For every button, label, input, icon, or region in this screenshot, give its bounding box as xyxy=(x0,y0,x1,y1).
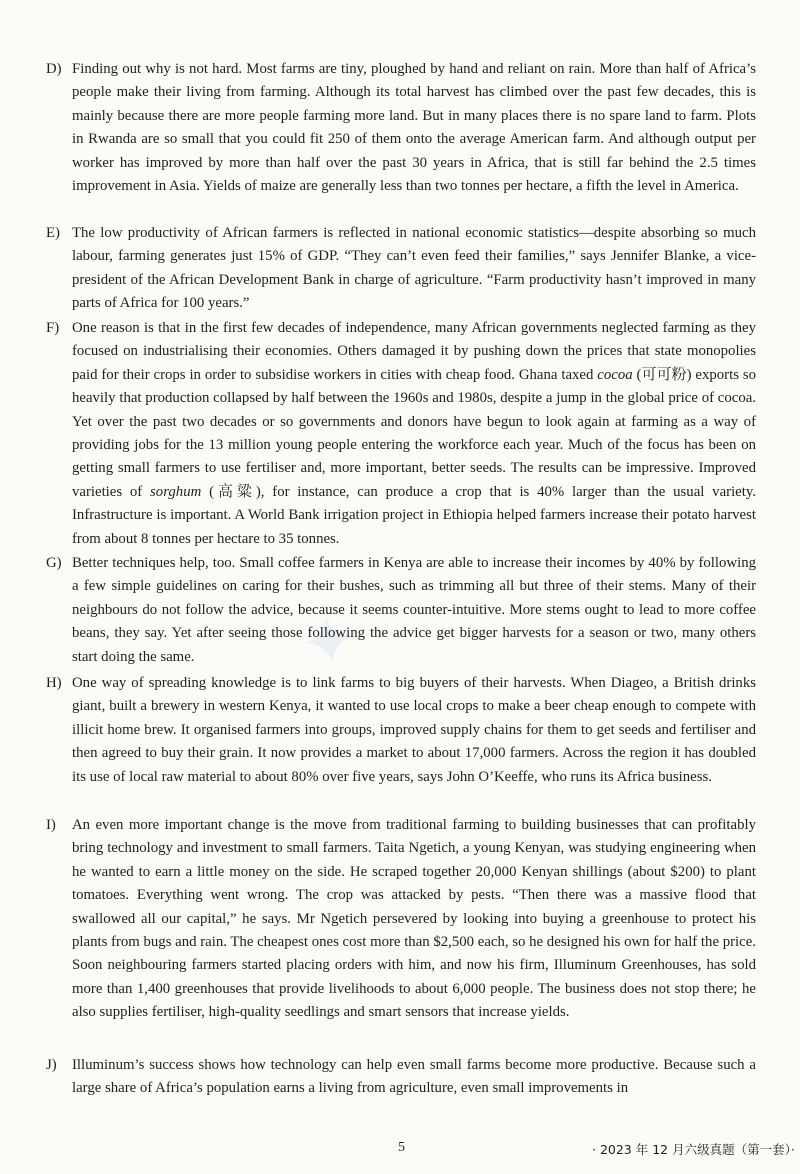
text-segment: Illuminum’s success shows how technology can help even small farms become more productive. Because such a large share of Africa’s population earns a living from agriculture, even small improvements in xyxy=(72,1057,756,1097)
paragraph-letter: G) xyxy=(46,555,62,571)
text-segment: Better techniques help, too. Small coffee farmers in Kenya are able to increase their incomes by 40% by following a few simple guidelines on caring for their bushes, such as trimming all but three of their stems. Many of their neighbours do not follow the advice, because it seems counter-intuitive. More stems ought to lead to more coffee beans, they say. Yet after seeing those following the advice get bigger harvests for a season or two, many others start doing the same. xyxy=(72,555,756,665)
paragraph-body xyxy=(72,222,756,316)
paragraph-f xyxy=(46,317,756,551)
exam-info: · 2023 年 12 月六级真题（第一套）· xyxy=(592,1142,795,1157)
paragraph-letter: D) xyxy=(46,61,62,77)
italic-term-cocoa: cocoa xyxy=(597,366,633,383)
text-segment: The low productivity of African farmers is reflected in national economic statistics—despite absorbing so much labour, farming generates just 15% of GDP. “They can’t even feed their families,” says Jennifer Blanke, a vice-president of the African Development Bank in charge of agriculture. “Farm productivity hasn’t improved in many parts of Africa for 100 years.” xyxy=(72,225,756,312)
page-number: 5 xyxy=(398,1140,405,1155)
paragraph-d xyxy=(46,58,756,198)
paragraph-letter: E) xyxy=(46,225,60,241)
paragraph-letter: I) xyxy=(46,817,56,833)
text-segment: Finding out why is not hard. Most farms are tiny, ploughed by hand and reliant on rain. More than half of Africa’s people make their living from farming. Although its total harvest has climbed over the past few decades, this is mainly because there are more people farming more land. But in many places there is no spare land to farm. Plots in Rwanda are so small that you could fit 250 of them onto the average American farm. And although output per worker has improved by more than half over the past 30 years in Africa, that is still far behind the 2.5 times improvement in Asia. Yields of maize are generally less than two tonnes per hectare, a fifth the level in America. xyxy=(72,61,756,195)
text-segment: One way of spreading knowledge is to link farms to big buyers of their harvests. When Diageo, a British drinks giant, built a brewery in western Kenya, it wanted to use local crops to make a beer cheap enough to compete with illicit home brew. It organised farmers into groups, improved supply chains for them to get seeds and fertiliser and then agreed to buy their grain. It now provides a market to about 17,000 farmers. Across the region it has doubled its use of local raw material to about 80% over five years, says John O’Keeffe, who runs its Africa business. xyxy=(72,675,756,785)
paragraph-letter: H) xyxy=(46,675,62,691)
paragraph-body xyxy=(72,1054,756,1101)
text-segment: An even more important change is the move from traditional farming to building businesses that can profitably bring technology and investment to small farmers. Taita Ngetich, a young Kenyan, was studying engineering when he wanted to earn a little money on the side. He scraped together 20,000 Kenyan shillings (about $200) to plant tomatoes. Everything went wrong. The crop was attacked by pests. “Then there was a massive flood that swallowed all our capital,” he says. Mr Ngetich persevered by looking into buying a greenhouse to protect his plants from bugs and rain. The cheapest ones cost more than $2,500 each, so he designed his own for half the price. Soon neighbouring farmers started placing orders with him, and now his firm, Illuminum Greenhouses, has sold more than 1,400 greenhouses that provide livelihoods to about 6,000 people. The business does not stop there; he also supplies fertiliser, high-quality seedlings and smart sensors that increase yields. xyxy=(72,817,756,1021)
paragraph-letter: J) xyxy=(46,1057,57,1073)
paragraph-body xyxy=(72,814,756,1025)
paragraph-body xyxy=(72,317,756,551)
paragraph-g xyxy=(46,552,756,669)
paragraph-i xyxy=(46,814,756,1025)
text-segment: One reason is that in the first few decades of independence, many African governments neglected farming as they focused on industrialising their economies. Others damaged it by pushing down the prices that state monopolies paid for their crops in order to subsidise workers in cities with cheap food. Ghana taxed xyxy=(72,320,756,383)
paragraph-j xyxy=(46,1054,756,1101)
watermark: ✦ xyxy=(294,596,365,686)
paragraph-e xyxy=(46,222,756,316)
paragraph-body xyxy=(72,672,756,789)
paragraph-body xyxy=(72,552,756,669)
paragraph-h xyxy=(46,672,756,789)
text-segment: (高粱), for instance, can produce a crop that is 40% larger than the usual variety. Infrastructure is important. A World Bank irrigation project in Ethiopia helped farmers increase their potato harvest from about 8 tonnes per hectare to 35 tonnes. xyxy=(72,483,756,547)
paragraph-letter: F) xyxy=(46,320,60,336)
text-segment: (可可粉) exports so heavily that production collapsed by half between the 1960s and 1980s, despite a jump in the global price of cocoa. Yet over the past two decades or so governments and donors have begun to look again at farming as a way of providing jobs for the 13 million young people entering the workforce each year. Much of the focus has been on getting small farmers to use fertiliser and, more important, better seeds. The results can be impressive. Improved varieties of xyxy=(72,366,756,500)
paragraph-body xyxy=(72,58,756,198)
italic-term-sorghum: sorghum xyxy=(150,483,202,500)
